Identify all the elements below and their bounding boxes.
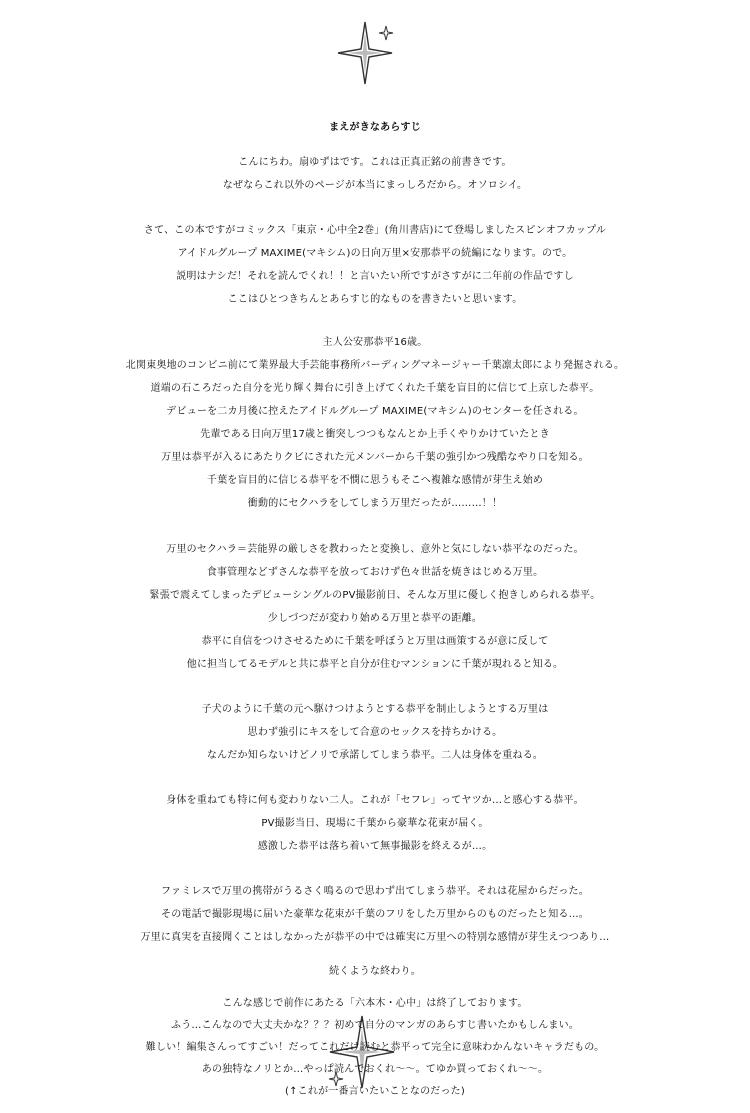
synopsis-line: 衝動的にセクハラをしてしまう万里だったが………！！ [247, 498, 503, 509]
intro-line: なぜならこれ以外のページが本当にまっしろだから。オソロシイ。 [222, 180, 528, 191]
synopsis-line: 恭平に自信をつけさせるために千葉を呼ぼうと万里は画策するが意に反して [201, 636, 549, 647]
synopsis-line: 万里は恭平が入るにあたりクビにされた元メンバーから千葉の強引かつ残酷なやり口を知る。 [161, 452, 589, 463]
synopsis-line: 思わず強引にキスをして合意のセックスを持ちかける。 [247, 727, 503, 738]
synopsis-line: なんだか知らないけどノリで承諾してしまう恭平。二人は身体を重ねる。 [206, 750, 544, 761]
synopsis-line: 身体を重ねても特に何も変わりない二人。これが「セフレ」ってヤツか…と感心する恭平。 [166, 795, 584, 806]
about-line: さて、この本ですがコミックス「東京・心中全2巻」(角川書店)にて登場しましたスピンオフカップル [143, 225, 607, 236]
synopsis-line: 万里に真実を直接聞くことはしなかったが恭平の中では確実に万里への特別な感情が芽生えつつあり… [140, 932, 610, 943]
about-line: 説明はナシだ！それを読んでくれ！！と言いたい所ですがさすがに二年前の作品ですし [176, 271, 574, 282]
synopsis-line: 北関東奥地のコンビニ前にて業界最大手芸能事務所バーディングマネージャー千葉凛太郎により発掘される。 [125, 360, 625, 371]
synopsis-line: ファミレスで万里の携帯がうるさく鳴るので思わず出てしまう恭平。それは花屋からだった。 [161, 886, 589, 897]
closing-line: ふう…こんなので大丈夫かな？？？初めて自分のマンガのあらすじ書いたかもしんまい。 [171, 1020, 579, 1031]
synopsis-title: 主人公安那恭平16歳。 [322, 337, 428, 348]
synopsis-line: 少しづつだが変わり始める万里と恭平の距離。 [267, 613, 483, 624]
intro-line: こんにちわ。扇ゆずはです。これは正真正銘の前書きです。 [238, 157, 512, 168]
about-line: ここはひとつきちんとあらすじ的なものを書きたいと思います。 [227, 294, 523, 305]
synopsis-line: PV撮影当日、現場に千葉から豪華な花束が届く。 [261, 818, 489, 829]
synopsis-line: 他に担当してるモデルと共に恭平と自分が住むマンションに千葉が現れると知る。 [186, 659, 564, 670]
synopsis-line: 子犬のように千葉の元へ駆けつけようとする恭平を制止しようとする万里は [201, 704, 549, 715]
closing-line: 難しい！編集さんってすごい！だってこれだけ読むと恭平って完全に意味わかんないキャラだもの。 [145, 1042, 605, 1053]
about-line: アイドルグループ MAXIME(マキシム)の日向万里×安那恭平の続編になります。ので。 [177, 248, 573, 259]
synopsis-line: 万里のセクハラ＝芸能界の厳しさを教わったと変換し、意外と気にしない恭平なのだった。 [166, 544, 584, 555]
page-heading: まえがきなあらすじ [329, 122, 421, 133]
synopsis-line: 千葉を盲目的に信じる恭平を不憫に思うもそこへ複雑な感情が芽生え始め [206, 475, 544, 486]
synopsis-line: 緊張で震えてしまったデビューシングルのPV撮影前日、そんな万里に優しく抱きしめられる恭平。 [149, 590, 601, 601]
synopsis-line: 食事管理などずさんな恭平を放っておけず色々世話を焼きはじめる万里。 [206, 567, 544, 578]
closing-line: こんな感じで前作にあたる「六本木・心中」は終了しております。 [222, 998, 528, 1009]
synopsis-line: その電話で撮影現場に届いた豪華な花束が千葉のフリをした万里からのものだったと知る…。 [161, 909, 589, 920]
ending-line: 続くような終わり。 [329, 966, 421, 977]
synopsis-line: デビューを二カ月後に控えたアイドルグループ MAXIME(マキシム)のセンターを任される。 [166, 406, 584, 417]
sparkle-top-icon [330, 18, 400, 88]
synopsis-line: 先輩である日向万里17歳と衝突しつつもなんとか上手くやりかけていたとき [200, 429, 550, 440]
synopsis-line: 道端の石ころだった自分を光り輝く舞台に引き上げてくれた千葉を盲目的に信じて上京した恭平。 [150, 383, 600, 394]
closing-line: (↑これが一番言いたいことなのだった) [285, 1086, 465, 1097]
synopsis-line: 感激した恭平は落ち着いて無事撮影を終えるが…。 [257, 841, 493, 852]
closing-line: あの独特なノリとか…やっぱ読んでおくれ～～。てゆか買っておくれ～～。 [201, 1064, 549, 1075]
